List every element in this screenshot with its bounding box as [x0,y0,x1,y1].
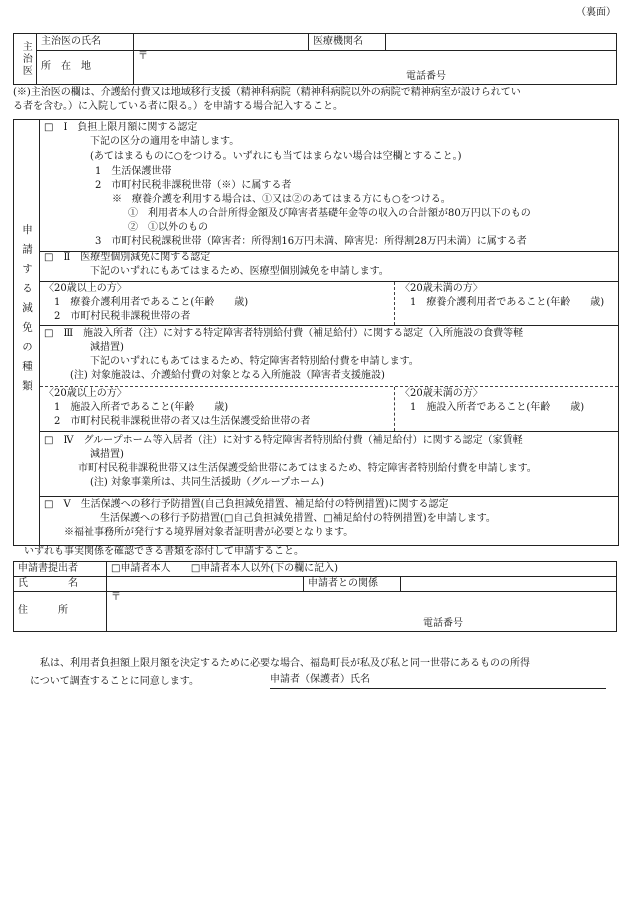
section-2-under20-item: 1 療養介護利用者であること(年齢 歳) [410,297,605,308]
section-4-line: 市町村民税非課税世帯又は生活保護受給世帯にあてはまるため、特定障害者特別給付費を申請します。 [78,463,537,474]
section-1-line: (あてはまるものに○をつける。いずれにも当てはまらない場合は空欄とすること。) [90,151,462,162]
doctor-name-field[interactable] [134,34,309,51]
consent-line-1: 私は、利用者負担額上限月額を決定するために必要な場合、福島町長が私及び私と同一世帯にあるものの所得 [40,658,530,669]
doctor-phone-label: 電話番号 [406,70,446,82]
section-3-note: (注) 対象施設は、介護給付費の対象となる入所施設（障害者支援施設) [70,370,385,381]
page-label: （裏面） [576,7,616,18]
section-2-over20-item: 2 市町村民税非課税世帯の者 [54,311,191,322]
section-3-checkbox-title[interactable]: □ Ⅲ 施設入所者（注）に対する特定障害者特別給付費（補足給付）に関する認定（入所施設の食費等軽 [44,328,524,339]
age-divider [394,387,395,431]
submitter-label: 申請書提出者 [14,562,107,577]
relation-field[interactable] [401,577,617,592]
section-3-over20-item: 1 施設入所者であること(年齢 歳) [54,402,229,413]
section-1-checkbox-title[interactable]: □ Ⅰ 負担上限月額に関する認定 [44,122,198,133]
applicant-phone-label: 電話番号 [423,617,463,629]
section-2-over20-title: 〈20歳以上の方〉 [44,283,127,294]
section-5-note: ※福祉事務所が発行する境界層対象者証明書が必要となります。 [64,527,354,538]
doctor-side-label: 主治医 [14,34,37,85]
doctor-name-label: 主治医の氏名 [37,34,134,51]
section-1 [40,120,618,252]
section-4-checkbox-title[interactable]: □ Ⅳ グループホーム等入居者（注）に対する特定障害者特別給付費（補足給付）に関する認定（家賃軽 [44,435,523,446]
section-2-line: 下記のいずれにもあてはまるため、医療型個別減免を申請します。 [90,266,389,277]
section-4-note: (注) 対象事業所は、共同生活援助（グループホーム) [90,477,325,488]
section-2-header [40,251,618,282]
section-3-header [40,326,618,387]
section-5-line[interactable]: 生活保護への移行予防措置(□自己負担減免措置、□補足給付の特例措置)を申請します。 [100,513,496,524]
section-2-under20-title: 〈20歳未満の方〉 [400,283,483,294]
section-4-line: 減措置) [90,449,124,460]
postal-mark: 〒 [138,51,148,62]
applicant-address-label: 住 所 [14,592,107,632]
section-4 [40,432,618,497]
hospital-field[interactable] [386,34,617,51]
consent-line-2: について調査することに同意します。 [30,675,199,687]
section-1-line: 下記の区分の適用を申請します。 [90,136,240,147]
section-1-option[interactable]: 2 市町村民税非課税世帯（※）に属する者 [95,180,292,191]
section-5 [40,497,618,545]
hospital-label: 医療機関名 [309,34,386,51]
section-2-age-split [40,282,618,326]
section-1-option[interactable]: 3 市町村民税課税世帯（障害者：所得割16万円未満、障害児：所得割28万円未満）に属する者 [95,236,527,247]
submitter-options [107,562,617,577]
doctor-note-line-1: (※)主治医の欄は、介護給付費又は地域移行支援（精神科病院（精神科病院以外の病院で精神病室が設けられてい [13,87,521,98]
relation-label: 申請者との関係 [304,577,401,592]
section-3-line: 下記のいずれにもあてはまるため、特定障害者特別給付費を申請します。 [90,356,419,367]
section-3-over20-title: 〈20歳以上の方〉 [44,388,127,399]
applicant-table [13,561,617,632]
section-1-line: ※ 療養介護を利用する場合は、①又は②のあてはまる方にも○をつける。 [112,194,451,205]
doctor-note-line-2: る者を含む。）に入院している者に限る。）を申請する場合記入すること。 [13,100,343,112]
doctor-address-field[interactable] [134,51,617,85]
reduction-type-box [13,119,619,546]
applicant-name-label: 氏 名 [14,577,107,592]
signature-field[interactable] [270,674,606,689]
section-2-checkbox-title[interactable]: □ Ⅱ 医療型個別減免に関する認定 [44,252,211,263]
postal-mark: 〒 [111,592,121,603]
section-1-suboption[interactable]: ① 利用者本人の合計所得金額及び障害者基礎年金等の収入の合計額が80万円以下のもの [128,208,531,219]
submitter-self-checkbox[interactable]: □申請者本人 [111,562,171,574]
doctor-note [13,86,617,113]
applicant-address-field[interactable] [107,592,617,632]
reduction-side-label: 申請する減免の種類 [21,224,33,400]
section-2-over20-item: 1 療養介護利用者であること(年齢 歳) [54,297,249,308]
attach-note: いずれも事実関係を確認できる書類を添付して申請すること。 [24,546,304,557]
section-1-option[interactable]: 1 生活保護世帯 [95,166,172,177]
section-3-under20-title: 〈20歳未満の方〉 [400,388,483,399]
signature-label: 申請者（保護者）氏名 [270,674,370,685]
doctor-table [13,33,617,85]
section-3-line: 減措置) [90,342,124,353]
section-5-checkbox-title[interactable]: □ Ⅴ 生活保護への移行予防措置(自己負担減免措置、補足給付の特例措置)に関する認定 [44,499,449,510]
section-3-age-split [40,387,618,432]
applicant-name-field[interactable] [107,577,304,592]
reduction-side-label-cell [14,120,40,545]
age-divider [394,282,395,325]
section-3-under20-item: 1 施設入所者であること(年齢 歳) [410,402,585,413]
section-1-suboption[interactable]: ② ①以外のもの [128,222,208,233]
doctor-address-label: 所 在 地 [37,51,134,85]
submitter-other-checkbox[interactable]: □申請者本人以外(下の欄に記入) [190,562,339,574]
section-3-over20-item: 2 市町村民税非課税世帯の者又は生活保護受給世帯の者 [54,416,311,427]
